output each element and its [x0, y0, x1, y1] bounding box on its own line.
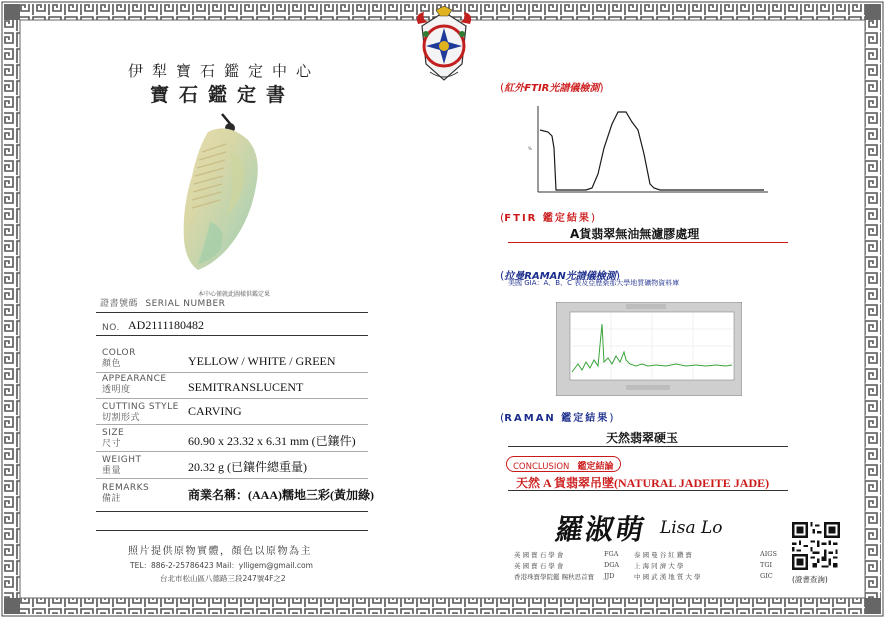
signature-english: Lisa Lo — [660, 518, 723, 538]
raman-result-title-text: RAMAN 鑑定結果 — [504, 413, 610, 424]
address: 台北市松山區八德路三段247號4F之2 — [160, 574, 286, 583]
raman-title: (拉曼RAMAN光譜儀檢測) — [500, 269, 621, 282]
serial-no-label: NO. — [102, 323, 120, 333]
field-weight-cn: 重量 — [102, 466, 122, 476]
credential-left: 英 國 寶 石 學 會 — [514, 551, 564, 559]
credential-left: 香港珠寶學院鑑 賜秋思首寶 — [514, 573, 595, 581]
raman-result: 天然翡翠硬玉 — [606, 431, 679, 445]
field-color-value: YELLOW / WHITE / GREEN — [188, 354, 336, 368]
credential-row — [514, 561, 786, 572]
field-remarks-cn: 備註 — [102, 494, 122, 504]
qr-code[interactable] — [792, 522, 840, 570]
credential-row — [514, 550, 786, 561]
serial-label-en: SERIAL NUMBER — [145, 299, 226, 309]
raman-spectrum-chart — [556, 302, 742, 396]
field-size-cn: 尺寸 — [102, 439, 122, 449]
credential-code: JJD — [604, 572, 615, 580]
raman-result-underline — [508, 446, 788, 447]
credential-right: 上 海 同 濟 大 學 — [634, 562, 684, 570]
raman-result-title: (RAMAN 鑑定結果) — [500, 411, 614, 424]
svg-text:%: % — [528, 146, 532, 151]
serial-label-cn: 證書號碼 — [100, 299, 139, 309]
field-divider-6 — [96, 511, 368, 512]
ftir-result-title-text: FTIR 鑑定結果 — [504, 213, 591, 224]
jade-pendant-photo — [170, 112, 280, 282]
field-size-value: 60.90 x 23.32 x 6.31 mm (已鑲件) — [188, 434, 356, 448]
qr-caption: (證書查詢) — [792, 575, 828, 584]
field-divider-7 — [96, 530, 368, 531]
ftir-result-title: (FTIR 鑑定結果) — [500, 211, 596, 224]
ftir-title: (紅外FTIR光譜儀檢測) — [500, 81, 604, 94]
credential-right: 泰 國 曼 谷 紅 鑽 寶 — [634, 551, 692, 559]
credential-row — [514, 572, 786, 583]
raman-title-text: 拉曼RAMAN光譜儀檢測 — [504, 271, 616, 282]
credential-code2: TGI — [760, 561, 773, 569]
field-cutting-value: CARVING — [188, 404, 242, 418]
document-title: 寶石鑑定書 — [150, 84, 296, 106]
photo-note: 照片提供原物實體，顏色以原物為主 — [128, 546, 312, 557]
field-size-en: SIZE — [102, 428, 125, 438]
credential-code: DGA — [604, 561, 620, 569]
crest-emblem — [412, 6, 476, 86]
credential-code: FGA — [604, 550, 619, 558]
credential-left: 英 國 寶 石 學 會 — [514, 562, 564, 570]
ftir-title-text: 紅外FTIR光譜儀檢測 — [504, 83, 600, 94]
serial-label — [100, 299, 225, 310]
photo-caption: 本中心僅就此圖樣供鑑定果 — [198, 291, 271, 298]
field-divider-1 — [96, 372, 368, 373]
field-cutting-en: CUTTING STYLE — [102, 402, 179, 412]
field-divider-3 — [96, 424, 368, 425]
field-color-cn: 顏色 — [102, 359, 122, 369]
signature-chinese: 羅淑萌 — [552, 513, 649, 546]
field-weight-en: WEIGHT — [102, 455, 142, 465]
field-remarks-value: 商業名稱：(AAA)糯地三彩(黃加綠) — [188, 488, 374, 502]
ftir-result-underline — [508, 242, 788, 243]
conclusion-label-cn: 鑑定結論 — [577, 462, 614, 472]
serial-number: AD2111180482 — [128, 318, 204, 332]
ftir-result: A貨翡翠無油無濾膠處理 — [570, 227, 700, 241]
conclusion-label-en: CONCLUSION — [513, 462, 570, 472]
credential-right: 中 國 武 漢 地 質 大 學 — [634, 573, 701, 581]
field-divider-2 — [96, 398, 368, 399]
serial-underline — [96, 335, 368, 336]
conclusion-value: 天然 A 貨翡翠吊墜(NATURAL JADEITE JADE) — [516, 476, 770, 490]
credential-code2: AIGS — [760, 550, 777, 558]
raman-subtitle: 美國 GIA：A、B、C 表及亞歷桑那大學地質礦物資料庫 — [508, 279, 680, 287]
field-remarks-en: REMARKS — [102, 483, 150, 493]
field-divider-4 — [96, 451, 368, 452]
conclusion-label — [506, 456, 621, 472]
contact-info: TEL：886-2-25786423 Mail：ylligem@gmail.com — [130, 561, 313, 570]
field-appearance-en: APPEARANCE — [102, 374, 167, 384]
conclusion-underline — [508, 490, 788, 491]
ftir-spectrum-chart — [526, 104, 772, 196]
serial-divider — [96, 312, 368, 313]
credential-code2: GIC — [760, 572, 773, 580]
field-weight-value: 20.32 g (已鑲件總重量) — [188, 460, 307, 474]
credentials — [514, 550, 786, 583]
center-name: 伊犁寶石鑑定中心 — [128, 62, 321, 80]
field-appearance-cn: 透明度 — [102, 385, 131, 395]
field-divider-5 — [96, 478, 368, 479]
field-cutting-cn: 切割形式 — [102, 413, 141, 423]
field-color-en: COLOR — [102, 348, 136, 358]
field-appearance-value: SEMITRANSLUCENT — [188, 380, 304, 394]
